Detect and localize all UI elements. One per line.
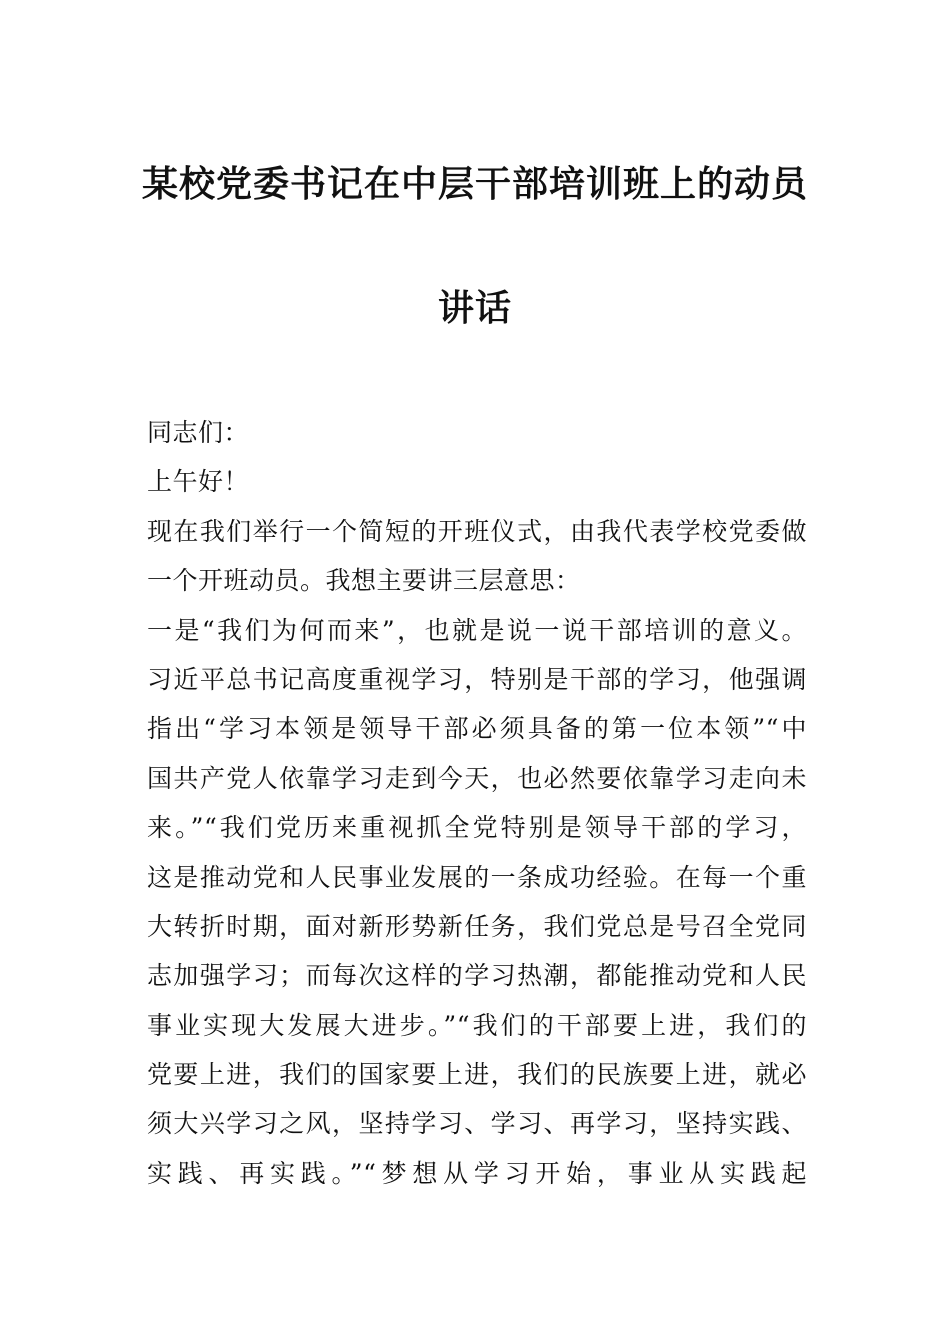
body-line: 党要上进，我们的国家要上进，我们的民族要上进，就必 (147, 1060, 807, 1090)
body-line: 实践、再实践。”“梦想从学习开始，事业从实践起 (147, 1158, 807, 1188)
document-title-line-1: 某校党委书记在中层干部培训班上的动员 (141, 163, 808, 205)
salutation: 同志们： (147, 418, 250, 447)
body-line: 大转折时期，面对新形势新任务，我们党总是号召全党同 (147, 911, 807, 941)
body-line: 来。”“我们党历来重视抓全党特别是领导干部的学习， (147, 813, 807, 843)
body-line: 须大兴学习之风，坚持学习、学习、再学习，坚持实践、 (147, 1109, 807, 1139)
document-title-line-2: 讲话 (437, 287, 512, 329)
body-line: 事业实现大发展大进步。”“我们的干部要上进，我们的 (147, 1010, 807, 1040)
body-line: 国共产党人依靠学习走到今天，也必然要依靠学习走向未 (147, 763, 807, 793)
body-line: 志加强学习；而每次这样的学习热潮，都能推动党和人民 (147, 961, 807, 991)
body-line: 指出“学习本领是领导干部必须具备的第一位本领”“中 (147, 714, 807, 744)
body-line: 这是推动党和人民事业发展的一条成功经验。在每一个重 (147, 862, 807, 892)
body-line: 习近平总书记高度重视学习，特别是干部的学习，他强调 (147, 664, 807, 694)
body-line: 现在我们举行一个简短的开班仪式，由我代表学校党委做 (147, 516, 807, 546)
document-body (147, 408, 807, 1198)
body-line: 一个开班动员。我想主要讲三层意思： (147, 566, 581, 596)
body-line: 一是“我们为何而来”，也就是说一说干部培训的意义。 (147, 615, 807, 645)
greeting: 上午好！ (147, 467, 250, 497)
